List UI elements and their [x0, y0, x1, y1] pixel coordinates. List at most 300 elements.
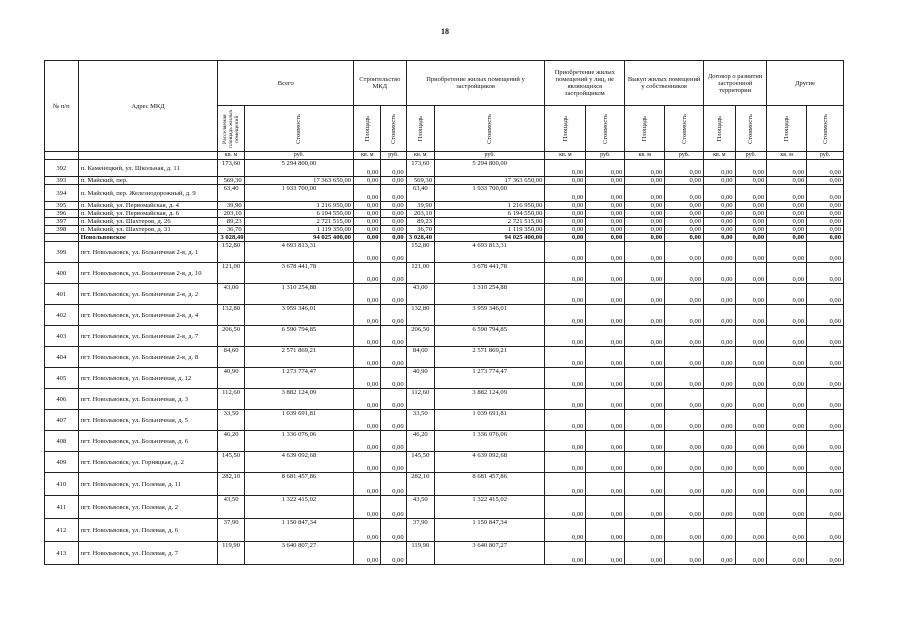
cell-cost: 3 882 124,09: [435, 389, 545, 410]
cell-area: 43,00: [218, 284, 244, 305]
subheader-resettled-area: Расселяемая площадь жилых помещений: [218, 106, 244, 152]
cell-area: 0,00: [354, 542, 381, 565]
cell-cost: 0,00: [586, 218, 625, 226]
cell-cost: 0,00: [586, 202, 625, 210]
cell-cost: 1 039 691,81: [244, 410, 353, 431]
table-row: [45, 542, 844, 565]
cell-area: 0,00: [767, 218, 807, 226]
cell-cost: 3 640 807,27: [244, 542, 353, 565]
cell-area: 0,00: [767, 242, 807, 263]
cell-cost: 0,00: [381, 496, 406, 519]
cell-area: 0,00: [767, 542, 807, 565]
cell-area: 0,00: [545, 234, 586, 242]
cell-cost: 0,00: [735, 218, 767, 226]
cell-area: 39,90: [218, 202, 244, 210]
cell-area: 0,00: [354, 226, 381, 234]
cell-area: 0,00: [354, 452, 381, 473]
cell-area: 37,90: [406, 519, 434, 542]
table-row: [45, 210, 844, 218]
cell-cost: 0,00: [665, 473, 704, 496]
cell-area: 112,60: [406, 389, 434, 410]
cell-cost: 1 336 076,06: [244, 431, 353, 452]
cell-cost: 3 959 346,01: [244, 305, 353, 326]
cell-cost: 0,00: [586, 160, 625, 177]
cell-cost: 0,00: [586, 347, 625, 368]
cell-area: 84,60: [406, 347, 434, 368]
row-address: пгт. Новольвовск, ул. Больничная 2-я, д. 10: [78, 263, 218, 284]
cell-area: 0,00: [767, 347, 807, 368]
cell-cost: 0,00: [586, 431, 625, 452]
resettlement-table: [44, 60, 844, 565]
cell-cost: 0,00: [665, 160, 704, 177]
row-address: пгт. Новольвовск, ул. Больничная, д. 12: [78, 368, 218, 389]
cell-area: 0,00: [545, 218, 586, 226]
row-number: 403: [45, 326, 79, 347]
table-row: [45, 452, 844, 473]
cell-cost: 0,00: [807, 347, 844, 368]
cell-area: 43,50: [218, 496, 244, 519]
cell-cost: 94 025 400,00: [244, 234, 353, 242]
cell-cost: 8 681 457,86: [435, 473, 545, 496]
cell-area: 569,30: [218, 177, 244, 185]
col-header-other: Другие: [767, 61, 844, 106]
cell-area: 121,00: [218, 263, 244, 284]
unit-area: кв. м: [218, 152, 244, 160]
cell-area: 0,00: [704, 284, 736, 305]
cell-cost: 0,00: [381, 389, 406, 410]
table-row: [45, 519, 844, 542]
cell-area: 0,00: [545, 226, 586, 234]
subheader-cost: Стоимость: [586, 106, 625, 152]
cell-area: 0,00: [625, 473, 665, 496]
cell-area: 0,00: [354, 160, 381, 177]
cell-area: 0,00: [545, 452, 586, 473]
cell-cost: 1 310 254,88: [435, 284, 545, 305]
cell-cost: 0,00: [381, 542, 406, 565]
cell-cost: 0,00: [665, 542, 704, 565]
cell-cost: 6 590 794,85: [435, 326, 545, 347]
row-number: 409: [45, 452, 79, 473]
cell-cost: 1 322 415,02: [244, 496, 353, 519]
row-number: 398: [45, 226, 79, 234]
cell-cost: 0,00: [735, 234, 767, 242]
cell-cost: 0,00: [586, 326, 625, 347]
row-number: [45, 234, 79, 242]
cell-area: 0,00: [625, 389, 665, 410]
row-number: 404: [45, 347, 79, 368]
cell-area: 0,00: [354, 410, 381, 431]
table-row: [45, 496, 844, 519]
cell-area: 46,20: [406, 431, 434, 452]
row-number: 395: [45, 202, 79, 210]
cell-area: 152,80: [406, 242, 434, 263]
cell-area: 37,90: [218, 519, 244, 542]
cell-area: 0,00: [354, 368, 381, 389]
col-header-address: Адрес МКД: [78, 61, 218, 152]
cell-area: 89,23: [218, 218, 244, 226]
cell-cost: 17 363 650,00: [244, 177, 353, 185]
cell-area: 0,00: [545, 473, 586, 496]
table-row: [45, 410, 844, 431]
cell-area: 0,00: [767, 368, 807, 389]
cell-cost: 0,00: [665, 368, 704, 389]
cell-area: 0,00: [767, 160, 807, 177]
unit-cost: руб.: [244, 152, 353, 160]
cell-area: 173,60: [218, 160, 244, 177]
cell-cost: 0,00: [735, 473, 767, 496]
cell-cost: 0,00: [586, 284, 625, 305]
cell-cost: 0,00: [807, 177, 844, 185]
cell-cost: 4 639 092,68: [244, 452, 353, 473]
cell-area: 0,00: [625, 210, 665, 218]
cell-cost: 0,00: [381, 210, 406, 218]
row-address: пгт. Новольвовск, ул. Полевая, д. 2: [78, 496, 218, 519]
cell-area: 0,00: [625, 185, 665, 202]
col-header-purchase-non-developers: Приобретение жилых помещений у лиц, не являющихся застройщиком: [545, 61, 625, 106]
cell-cost: 0,00: [807, 185, 844, 202]
cell-cost: 0,00: [807, 519, 844, 542]
cell-area: 0,00: [767, 305, 807, 326]
table-row: [45, 177, 844, 185]
unit-cost: руб.: [435, 152, 545, 160]
cell-cost: 0,00: [735, 326, 767, 347]
cell-area: 0,00: [354, 263, 381, 284]
unit-cost: руб.: [586, 152, 625, 160]
table-row: [45, 326, 844, 347]
cell-area: 0,00: [704, 242, 736, 263]
subheader-cost: Стоимость: [807, 106, 844, 152]
cell-cost: 2 721 515,00: [244, 218, 353, 226]
cell-cost: 0,00: [735, 160, 767, 177]
table-row: [45, 284, 844, 305]
cell-cost: 0,00: [807, 234, 844, 242]
cell-cost: 1 150 847,34: [435, 519, 545, 542]
unit-area: кв. м: [625, 152, 665, 160]
cell-area: 40,90: [406, 368, 434, 389]
table-row: [45, 226, 844, 234]
cell-cost: 0,00: [586, 368, 625, 389]
col-header-development-agreement: Договор о развитии застроенной территории: [704, 61, 767, 106]
cell-cost: 0,00: [586, 234, 625, 242]
cell-area: 0,00: [354, 185, 381, 202]
page-number: 18: [441, 27, 449, 36]
cell-area: 0,00: [354, 202, 381, 210]
cell-cost: 1 216 950,00: [244, 202, 353, 210]
row-address: пгт. Новольвовск, ул. Горняцкая, д. 2: [78, 452, 218, 473]
cell-area: 0,00: [767, 202, 807, 210]
row-address: пгт. Новольвовск, ул. Полевая, д. 11: [78, 473, 218, 496]
cell-area: 0,00: [704, 389, 736, 410]
cell-cost: 3 959 346,01: [435, 305, 545, 326]
cell-area: 0,00: [767, 326, 807, 347]
cell-cost: 0,00: [807, 226, 844, 234]
cell-area: 0,00: [625, 218, 665, 226]
cell-area: 121,00: [406, 263, 434, 284]
row-address: пгт. Новольвовск, ул. Больничная 2-я, д. 8: [78, 347, 218, 368]
cell-area: 0,00: [545, 202, 586, 210]
row-number: 401: [45, 284, 79, 305]
cell-cost: 6 590 794,85: [244, 326, 353, 347]
cell-cost: 0,00: [807, 431, 844, 452]
cell-area: 0,00: [767, 263, 807, 284]
table-row: [45, 473, 844, 496]
cell-area: 40,90: [218, 368, 244, 389]
row-address: пгт. Новольвовск, ул. Больничная 2-я, д. 4: [78, 305, 218, 326]
cell-cost: 0,00: [381, 284, 406, 305]
unit-cost: руб.: [735, 152, 767, 160]
cell-cost: 1 150 847,34: [244, 519, 353, 542]
cell-area: 0,00: [354, 210, 381, 218]
group-total-row: [45, 234, 844, 242]
cell-area: 0,00: [767, 519, 807, 542]
cell-cost: 0,00: [665, 218, 704, 226]
cell-cost: 0,00: [665, 210, 704, 218]
cell-cost: 0,00: [586, 542, 625, 565]
cell-area: 0,00: [767, 496, 807, 519]
cell-cost: 0,00: [586, 177, 625, 185]
table-row: [45, 389, 844, 410]
row-address: п. Майский, пер.: [78, 177, 218, 185]
cell-cost: 0,00: [381, 160, 406, 177]
cell-cost: 0,00: [807, 496, 844, 519]
cell-area: 0,00: [625, 519, 665, 542]
cell-cost: 0,00: [807, 410, 844, 431]
cell-cost: 2 571 869,21: [435, 347, 545, 368]
cell-area: 132,80: [406, 305, 434, 326]
cell-area: 0,00: [354, 234, 381, 242]
cell-area: 145,50: [406, 452, 434, 473]
cell-area: 0,00: [625, 263, 665, 284]
cell-area: 43,50: [406, 496, 434, 519]
cell-cost: 0,00: [735, 242, 767, 263]
cell-cost: 2 571 869,21: [244, 347, 353, 368]
cell-area: 0,00: [625, 177, 665, 185]
cell-area: 0,00: [704, 452, 736, 473]
cell-area: 63,40: [218, 185, 244, 202]
cell-area: 0,00: [545, 431, 586, 452]
unit-area: кв. м: [767, 152, 807, 160]
unit-area: кв. м: [354, 152, 381, 160]
cell-area: 0,00: [704, 326, 736, 347]
cell-cost: 3 640 807,27: [435, 542, 545, 565]
cell-area: 0,00: [354, 519, 381, 542]
cell-cost: 0,00: [807, 263, 844, 284]
cell-area: 3 028,40: [406, 234, 434, 242]
cell-cost: 0,00: [735, 185, 767, 202]
cell-area: 0,00: [545, 242, 586, 263]
cell-cost: 0,00: [735, 368, 767, 389]
cell-area: 0,00: [354, 242, 381, 263]
cell-cost: 0,00: [381, 452, 406, 473]
cell-cost: 17 363 650,00: [435, 177, 545, 185]
cell-cost: 0,00: [665, 326, 704, 347]
cell-cost: 0,00: [381, 326, 406, 347]
row-number: 413: [45, 542, 79, 565]
row-address: п. Майский, ул. Первомайская, д. 4: [78, 202, 218, 210]
cell-cost: 0,00: [586, 452, 625, 473]
cell-area: 0,00: [704, 519, 736, 542]
cell-area: 206,50: [218, 326, 244, 347]
cell-cost: 0,00: [586, 242, 625, 263]
cell-area: 0,00: [545, 284, 586, 305]
cell-area: 33,50: [406, 410, 434, 431]
row-address: пгт. Новольвовск, ул. Больничная, д. 5: [78, 410, 218, 431]
row-number: 399: [45, 242, 79, 263]
cell-area: 282,10: [218, 473, 244, 496]
cell-area: 0,00: [767, 431, 807, 452]
cell-cost: 1 119 350,00: [435, 226, 545, 234]
table-row: [45, 305, 844, 326]
cell-cost: 0,00: [735, 519, 767, 542]
cell-cost: 0,00: [381, 242, 406, 263]
subheader-cost: Стоимость: [735, 106, 767, 152]
cell-cost: 0,00: [735, 389, 767, 410]
cell-area: 0,00: [354, 347, 381, 368]
cell-area: 0,00: [545, 305, 586, 326]
cell-cost: 0,00: [586, 185, 625, 202]
cell-area: 0,00: [704, 177, 736, 185]
subheader-cost: Стоимость: [435, 106, 545, 152]
unit-cost: руб.: [381, 152, 406, 160]
cell-cost: 1 119 350,00: [244, 226, 353, 234]
cell-cost: 1 310 254,88: [244, 284, 353, 305]
cell-cost: 0,00: [381, 368, 406, 389]
row-number: 408: [45, 431, 79, 452]
cell-area: 0,00: [545, 496, 586, 519]
cell-area: 0,00: [704, 218, 736, 226]
col-header-purchase-developers: Приобретение жилых помещений у застройщиков: [406, 61, 545, 106]
cell-cost: 0,00: [586, 226, 625, 234]
cell-area: 0,00: [767, 210, 807, 218]
row-number: 392: [45, 160, 79, 177]
table-row: [45, 218, 844, 226]
cell-cost: 1 216 950,00: [435, 202, 545, 210]
cell-cost: 0,00: [381, 431, 406, 452]
cell-cost: 0,00: [807, 305, 844, 326]
cell-cost: 1 933 700,00: [435, 185, 545, 202]
cell-area: 0,00: [354, 218, 381, 226]
row-number: 396: [45, 210, 79, 218]
cell-area: 0,00: [767, 185, 807, 202]
cell-cost: 0,00: [735, 452, 767, 473]
cell-cost: 0,00: [735, 431, 767, 452]
subheader-cost: Стоимость: [665, 106, 704, 152]
cell-area: 0,00: [704, 234, 736, 242]
cell-area: 0,00: [767, 284, 807, 305]
cell-area: 173,60: [406, 160, 434, 177]
row-number: 402: [45, 305, 79, 326]
cell-area: 0,00: [545, 347, 586, 368]
cell-area: 119,90: [406, 542, 434, 565]
cell-area: 145,50: [218, 452, 244, 473]
row-number: 407: [45, 410, 79, 431]
cell-area: 0,00: [545, 410, 586, 431]
cell-area: 0,00: [625, 326, 665, 347]
cell-cost: 0,00: [665, 177, 704, 185]
cell-cost: 5 294 800,00: [244, 160, 353, 177]
cell-cost: 1 322 415,02: [435, 496, 545, 519]
cell-cost: 0,00: [807, 202, 844, 210]
cell-cost: 0,00: [586, 210, 625, 218]
cell-cost: 0,00: [665, 242, 704, 263]
cell-area: 3 028,40: [218, 234, 244, 242]
row-number: 397: [45, 218, 79, 226]
table-row: [45, 185, 844, 202]
cell-area: 0,00: [704, 160, 736, 177]
cell-area: 0,00: [625, 410, 665, 431]
cell-area: 0,00: [704, 305, 736, 326]
cell-area: 0,00: [767, 452, 807, 473]
cell-cost: 0,00: [665, 226, 704, 234]
cell-area: 0,00: [767, 389, 807, 410]
cell-area: 0,00: [625, 202, 665, 210]
cell-area: 33,50: [218, 410, 244, 431]
cell-area: 0,00: [354, 177, 381, 185]
cell-cost: 0,00: [735, 496, 767, 519]
cell-cost: 0,00: [665, 263, 704, 284]
cell-area: 36,70: [218, 226, 244, 234]
table-row: [45, 368, 844, 389]
row-address: п. Каменецкий, ул. Школьная, д. 11: [78, 160, 218, 177]
cell-area: 0,00: [704, 410, 736, 431]
subheader-area: Площадь: [767, 106, 807, 152]
cell-cost: 0,00: [807, 284, 844, 305]
cell-area: 0,00: [704, 263, 736, 284]
cell-area: 0,00: [625, 347, 665, 368]
cell-area: 0,00: [704, 542, 736, 565]
cell-cost: 0,00: [586, 496, 625, 519]
cell-cost: 0,00: [381, 185, 406, 202]
cell-area: 0,00: [704, 496, 736, 519]
cell-cost: 0,00: [381, 473, 406, 496]
cell-cost: 0,00: [807, 452, 844, 473]
cell-cost: 4 639 092,68: [435, 452, 545, 473]
cell-cost: 0,00: [665, 496, 704, 519]
cell-area: 132,80: [218, 305, 244, 326]
cell-area: 0,00: [767, 473, 807, 496]
cell-area: 0,00: [704, 185, 736, 202]
cell-cost: 0,00: [735, 177, 767, 185]
cell-cost: 0,00: [381, 177, 406, 185]
cell-cost: 0,00: [381, 305, 406, 326]
cell-cost: 3 678 441,78: [244, 263, 353, 284]
row-number: 400: [45, 263, 79, 284]
col-header-total: Всего: [218, 61, 354, 106]
subheader-area: Площадь: [406, 106, 434, 152]
cell-cost: 2 721 515,00: [435, 218, 545, 226]
cell-area: 0,00: [767, 410, 807, 431]
cell-cost: 0,00: [586, 410, 625, 431]
cell-area: 0,00: [704, 226, 736, 234]
cell-area: 46,20: [218, 431, 244, 452]
cell-area: 0,00: [545, 389, 586, 410]
cell-cost: 0,00: [665, 185, 704, 202]
cell-area: 0,00: [354, 389, 381, 410]
table-row: [45, 347, 844, 368]
cell-area: 39,90: [406, 202, 434, 210]
cell-area: 0,00: [545, 210, 586, 218]
cell-cost: 0,00: [735, 210, 767, 218]
cell-area: 203,10: [218, 210, 244, 218]
cell-cost: 0,00: [735, 305, 767, 326]
cell-cost: 0,00: [665, 234, 704, 242]
cell-area: 152,80: [218, 242, 244, 263]
table-row: [45, 242, 844, 263]
cell-cost: 0,00: [586, 305, 625, 326]
unit-area: кв. м: [545, 152, 586, 160]
row-number: 405: [45, 368, 79, 389]
table-row: [45, 202, 844, 210]
